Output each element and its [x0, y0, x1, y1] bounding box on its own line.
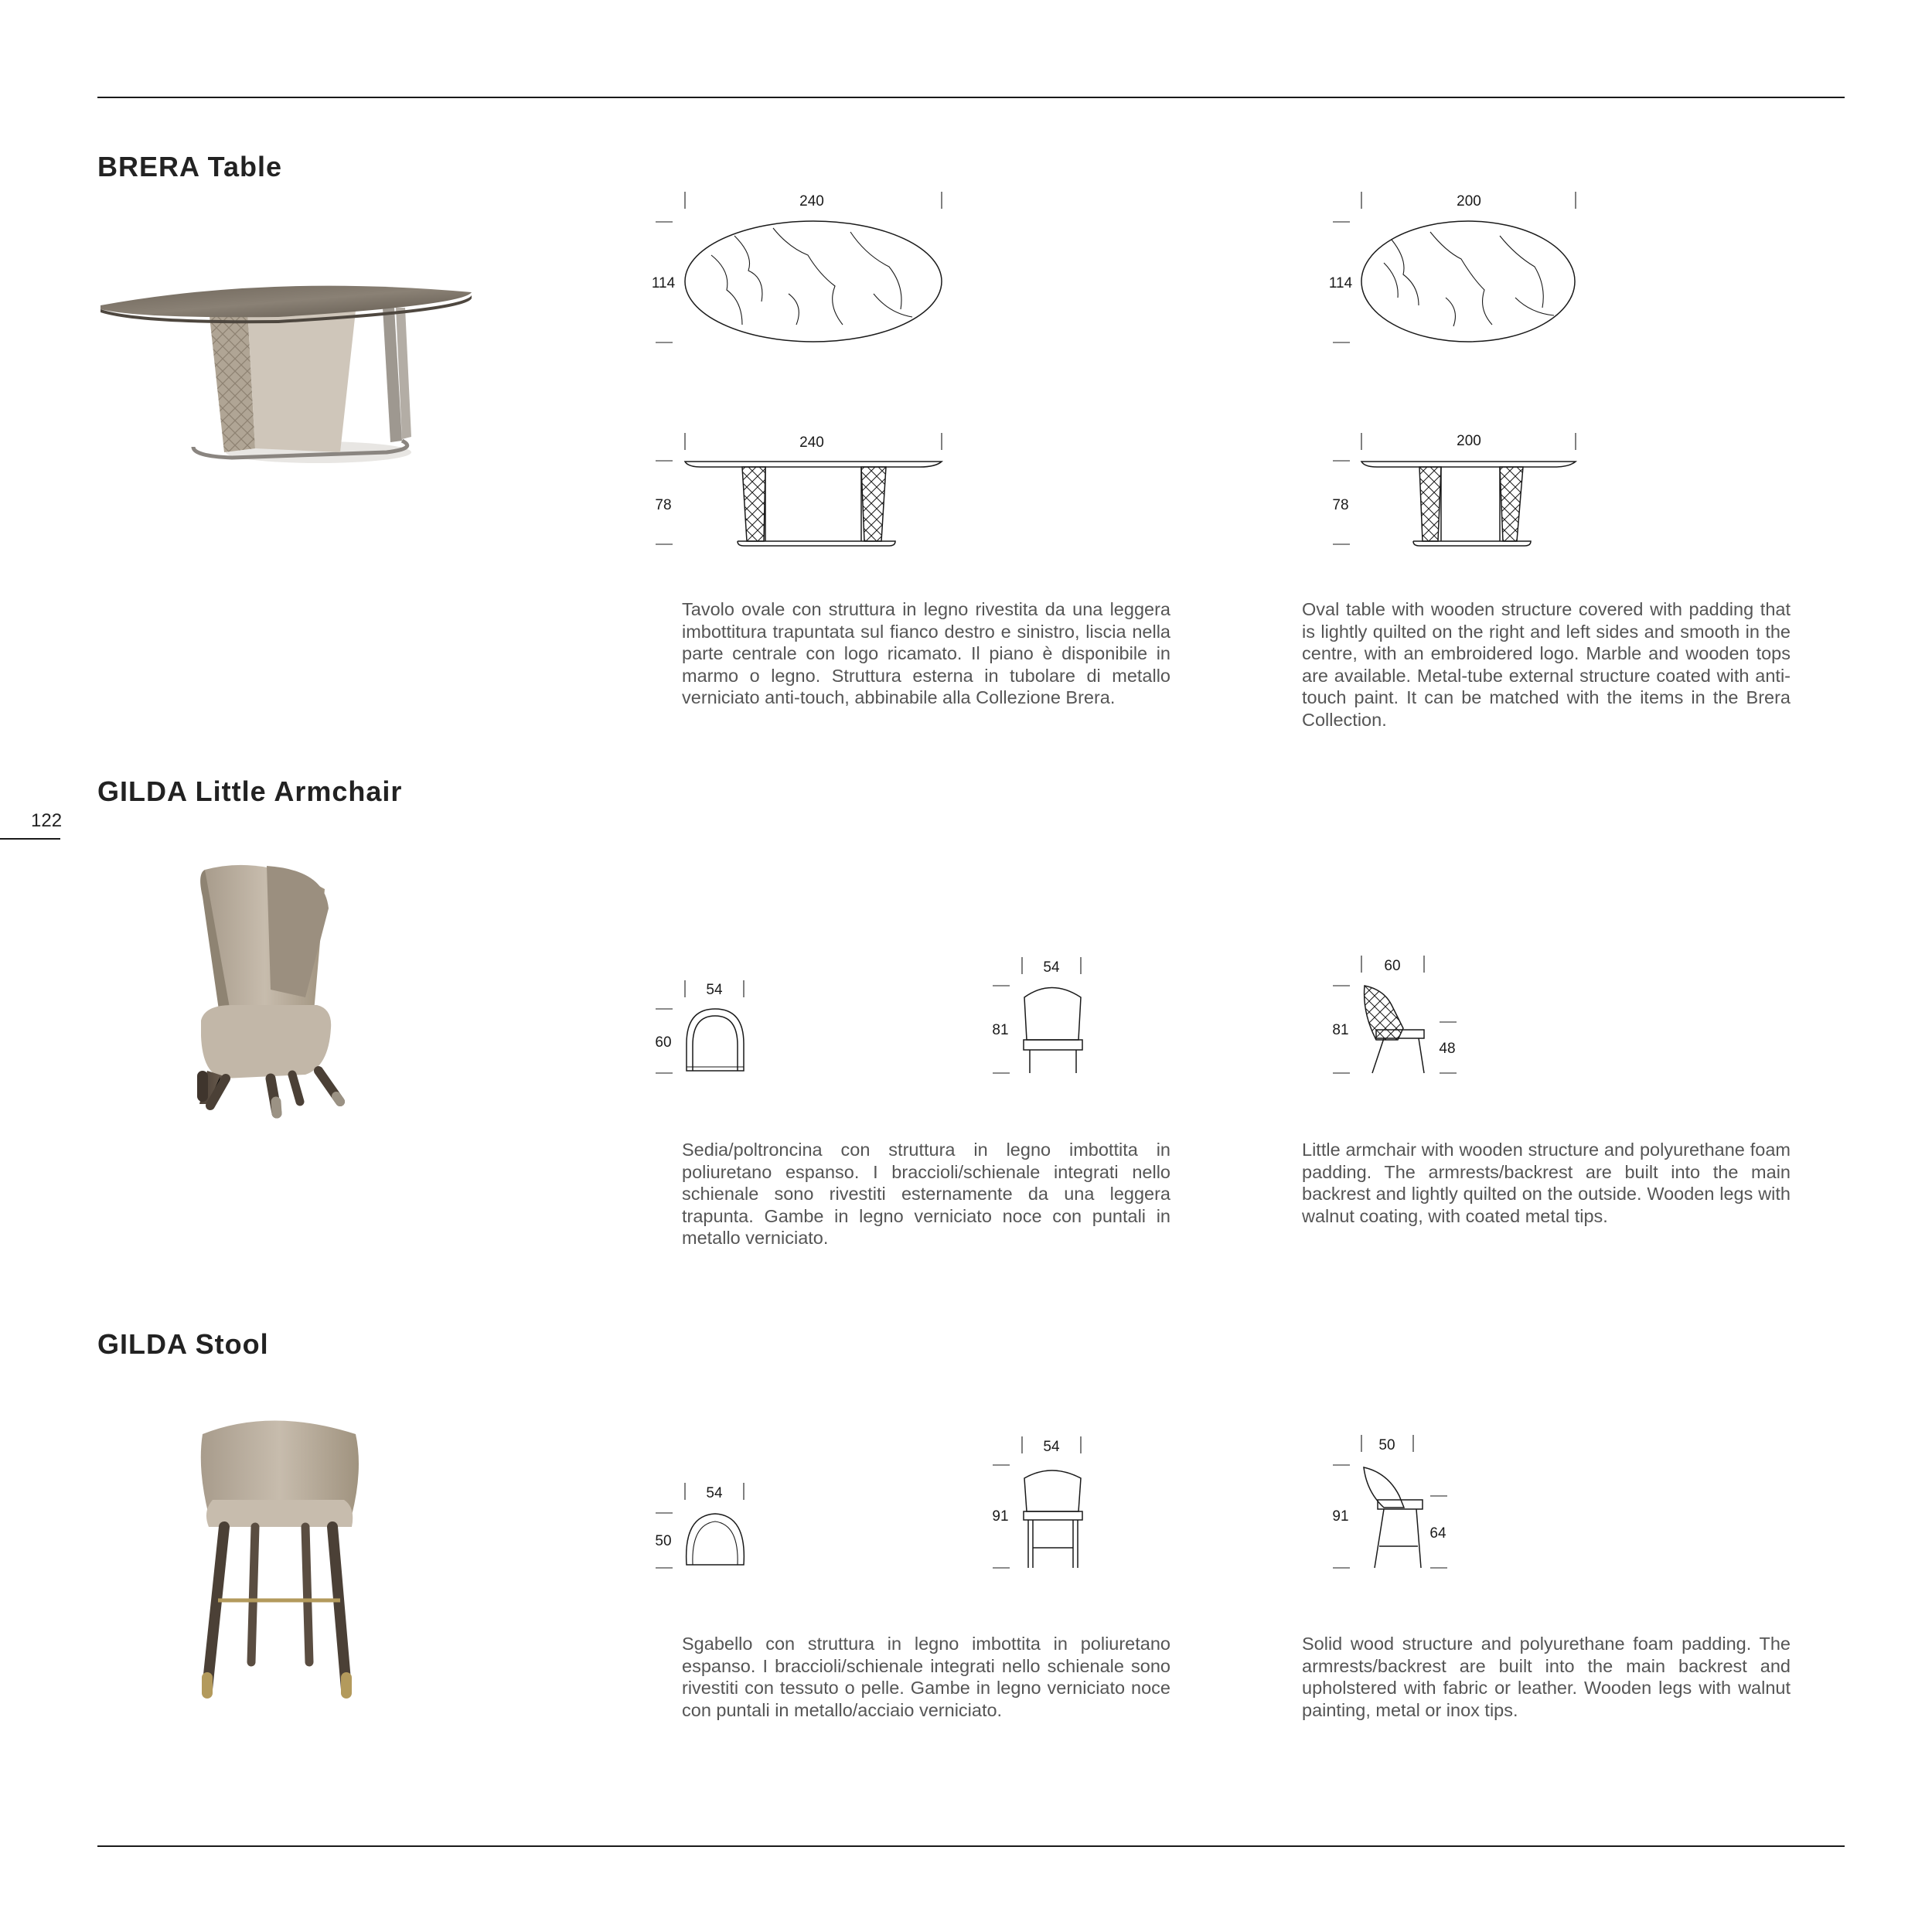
gilda-stool-description-en: Solid wood structure and polyurethane foam padding. The armrests/backrest are built into the main backrest and upholstered with fabric or leather. Wooden legs with walnut painting, metal or inox tips. — [1302, 1634, 1791, 1720]
stool-side-seat-height: 64 — [1429, 1525, 1446, 1542]
brera-top-large-width: 240 — [799, 193, 824, 210]
stool-top-depth: 50 — [655, 1533, 672, 1549]
brera-description-en: Oval table with wooden structure covered with padding that is lightly quilted on the right and left sides and smooth in the centre, with an embroidered logo. Marble and wooden tops are available. Metal-tube external structure coated with anti-touch paint. It can be matched with the items in the Brera Collection. — [1302, 599, 1791, 730]
gilda-armchair-description-en: Little armchair with wooden structure and polyurethane foam padding. The armrests/backrest are built into the main backrest and lightly quilted on the outside. Wooden legs with walnut coating, with coated metal tips. — [1302, 1140, 1791, 1226]
stool-front-width: 54 — [1043, 1439, 1060, 1455]
brera-top-small-width: 200 — [1457, 193, 1481, 210]
gilda-stool-title: GILDA Stool — [97, 1328, 269, 1360]
page-number: 122 — [31, 810, 63, 831]
brera-front-view-large — [655, 433, 942, 546]
stool-top-width: 54 — [706, 1485, 723, 1501]
armchair-front-height: 81 — [992, 1022, 1009, 1038]
stool-front-height: 91 — [992, 1508, 1009, 1525]
brera-top-large-depth: 114 — [651, 275, 676, 291]
armchair-side-height: 81 — [1332, 1022, 1349, 1038]
stool-side-depth: 50 — [1378, 1437, 1395, 1453]
gilda-armchair-description-it: Sedia/poltroncina con struttura in legno imbottita in poliuretano espanso. I braccioli/schienale integrati nello schienale sono rivestiti esternamente da una leggera trapunta. Gambe in legno verniciato noce con puntali in metallo verniciato. — [682, 1140, 1170, 1248]
brera-front-view-small — [1332, 433, 1576, 546]
brera-front-small-width: 200 — [1457, 433, 1481, 449]
gilda-armchair-photo — [199, 865, 340, 1113]
brera-front-small-height: 78 — [1332, 497, 1349, 513]
brera-front-large-height: 78 — [655, 497, 672, 513]
gilda-stool-description-it: Sgabello con struttura in legno imbottita in poliuretano espanso. I braccioli/schienale integrati nello schienale sono rivestiti con tessuto o pelle. Gambe in legno verniciato noce con puntali in metallo/acciaio verniciato. — [682, 1634, 1170, 1720]
gilda-armchair-title: GILDA Little Armchair — [97, 775, 403, 807]
armchair-top-width: 54 — [706, 982, 723, 998]
gilda-stool-front-view — [992, 1436, 1082, 1568]
armchair-side-depth: 60 — [1384, 958, 1401, 974]
gilda-stool-photo — [201, 1421, 359, 1694]
gilda-armchair-front-view — [992, 957, 1082, 1073]
armchair-top-depth: 60 — [655, 1034, 672, 1051]
armchair-side-seat-height: 48 — [1439, 1041, 1456, 1057]
gilda-stool-side-view — [1332, 1435, 1447, 1568]
gilda-armchair-side-view — [1332, 956, 1457, 1073]
brera-description-it: Tavolo ovale con struttura in legno rivestita da una leggera imbottitura trapuntata sul fianco destro e sinistro, liscia nella parte centrale con logo ricamato. Il piano è disponibile in marmo o legno. Struttura esterna in tubolare di metallo verniciato anti-touch, abbinabile alla Collezione Brera. — [682, 599, 1170, 707]
brera-top-view-small — [1329, 192, 1576, 342]
armchair-front-width: 54 — [1043, 959, 1060, 976]
brera-table-photo — [101, 286, 472, 463]
brera-top-small-depth: 114 — [1328, 275, 1353, 291]
gilda-armchair-top-view — [655, 980, 744, 1073]
brera-front-large-width: 240 — [799, 434, 824, 451]
stool-side-height: 91 — [1332, 1508, 1349, 1525]
brera-table-title: BRERA Table — [97, 151, 283, 182]
gilda-stool-top-view — [655, 1483, 744, 1568]
brera-top-view-large — [652, 192, 942, 342]
